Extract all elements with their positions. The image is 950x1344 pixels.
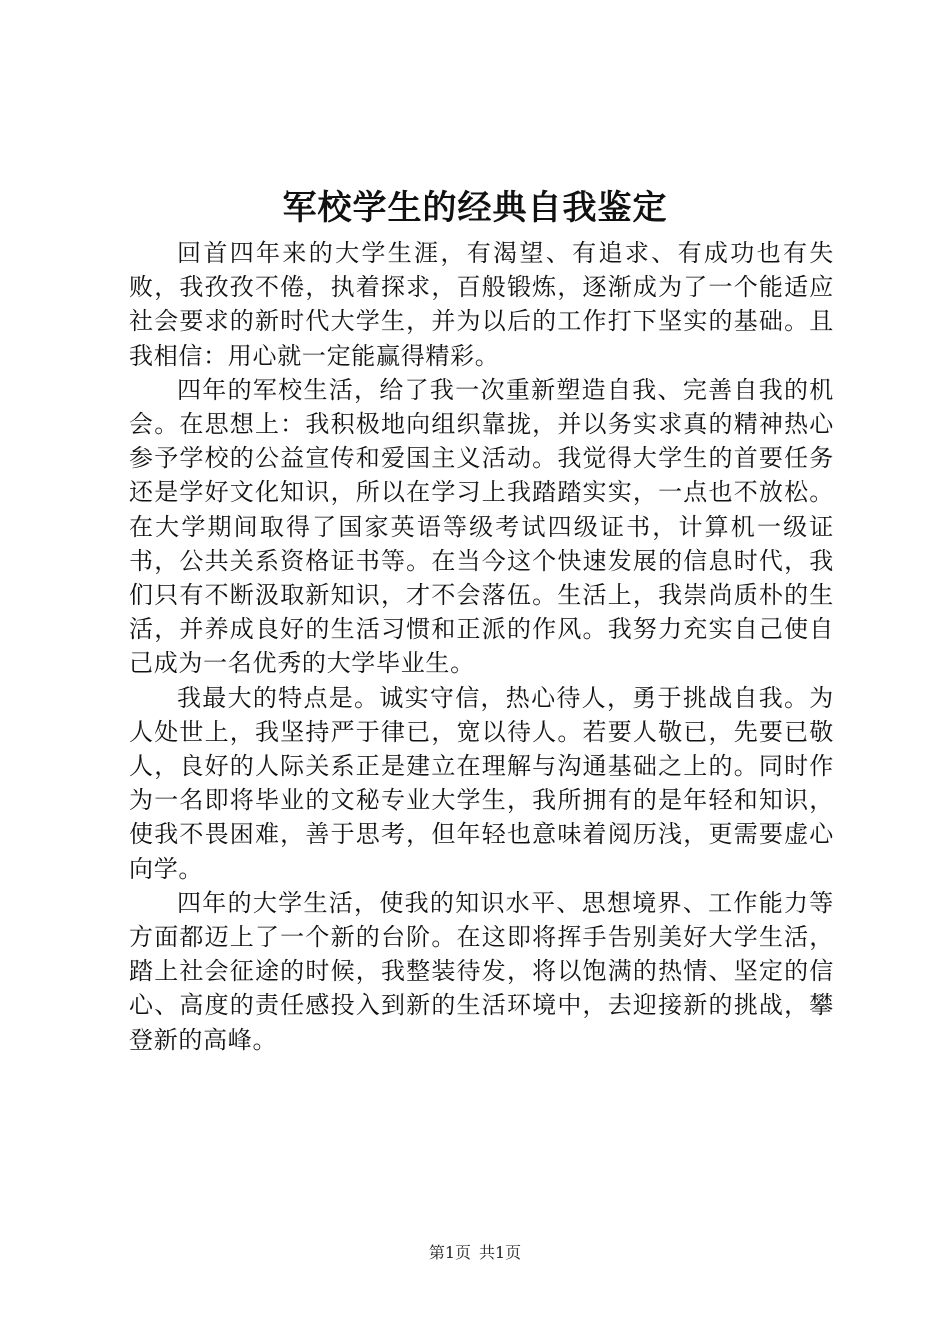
page-footer	[0, 1242, 950, 1264]
paragraph: 我最大的特点是。诚实守信，热心待人，勇于挑战自我。为人处世上，我坚持严于律已，宽以待人。若要人敬已，先要已敬人，良好的人际关系正是建立在理解与沟通基础之上的。同时作为一名即将毕业的文秘专业大学生，我所拥有的是年轻和知识，使我不畏困难，善于思考，但年轻也意味着阅历浅，更需要虚心向学。	[129, 683, 834, 883]
document-title: 军校学生的经典自我鉴定	[282, 188, 668, 228]
document-body	[129, 236, 834, 1057]
paragraph: 四年的大学生活，使我的知识水平、思想境界、工作能力等方面都迈上了一个新的台阶。在这即将挥手告别美好大学生活，踏上社会征途的时候，我整装待发，将以饱满的热情、坚定的信心、高度的责任感投入到新的生活环境中，去迎接新的挑战，攀登新的高峰。	[129, 888, 834, 1054]
page-number: 第1页	[428, 1243, 471, 1262]
paragraph: 四年的军校生活，给了我一次重新塑造自我、完善自我的机会。在思想上：我积极地向组织靠拢，并以务实求真的精神热心参予学校的公益宣传和爱国主义活动。我觉得大学生的首要任务还是学好文化知识，所以在学习上我踏踏实实，一点也不放松。在大学期间取得了国家英语等级考试四级证书，计算机一级证书，公共关系资格证书等。在当今这个快速发展的信息时代，我们只有不断汲取新知识，才不会落伍。生活上，我崇尚质朴的生活，并养成良好的生活习惯和正派的作风。我努力充实自己使自己成为一名优秀的大学毕业生。	[129, 375, 834, 678]
page-total: 共1页	[479, 1243, 522, 1262]
paragraph: 回首四年来的大学生涯，有渴望、有追求、有成功也有失败，我孜孜不倦，执着探求，百般锻炼，逐渐成为了一个能适应社会要求的新时代大学生，并为以后的工作打下坚实的基础。且我相信：用心就一定能赢得精彩。	[129, 239, 834, 370]
